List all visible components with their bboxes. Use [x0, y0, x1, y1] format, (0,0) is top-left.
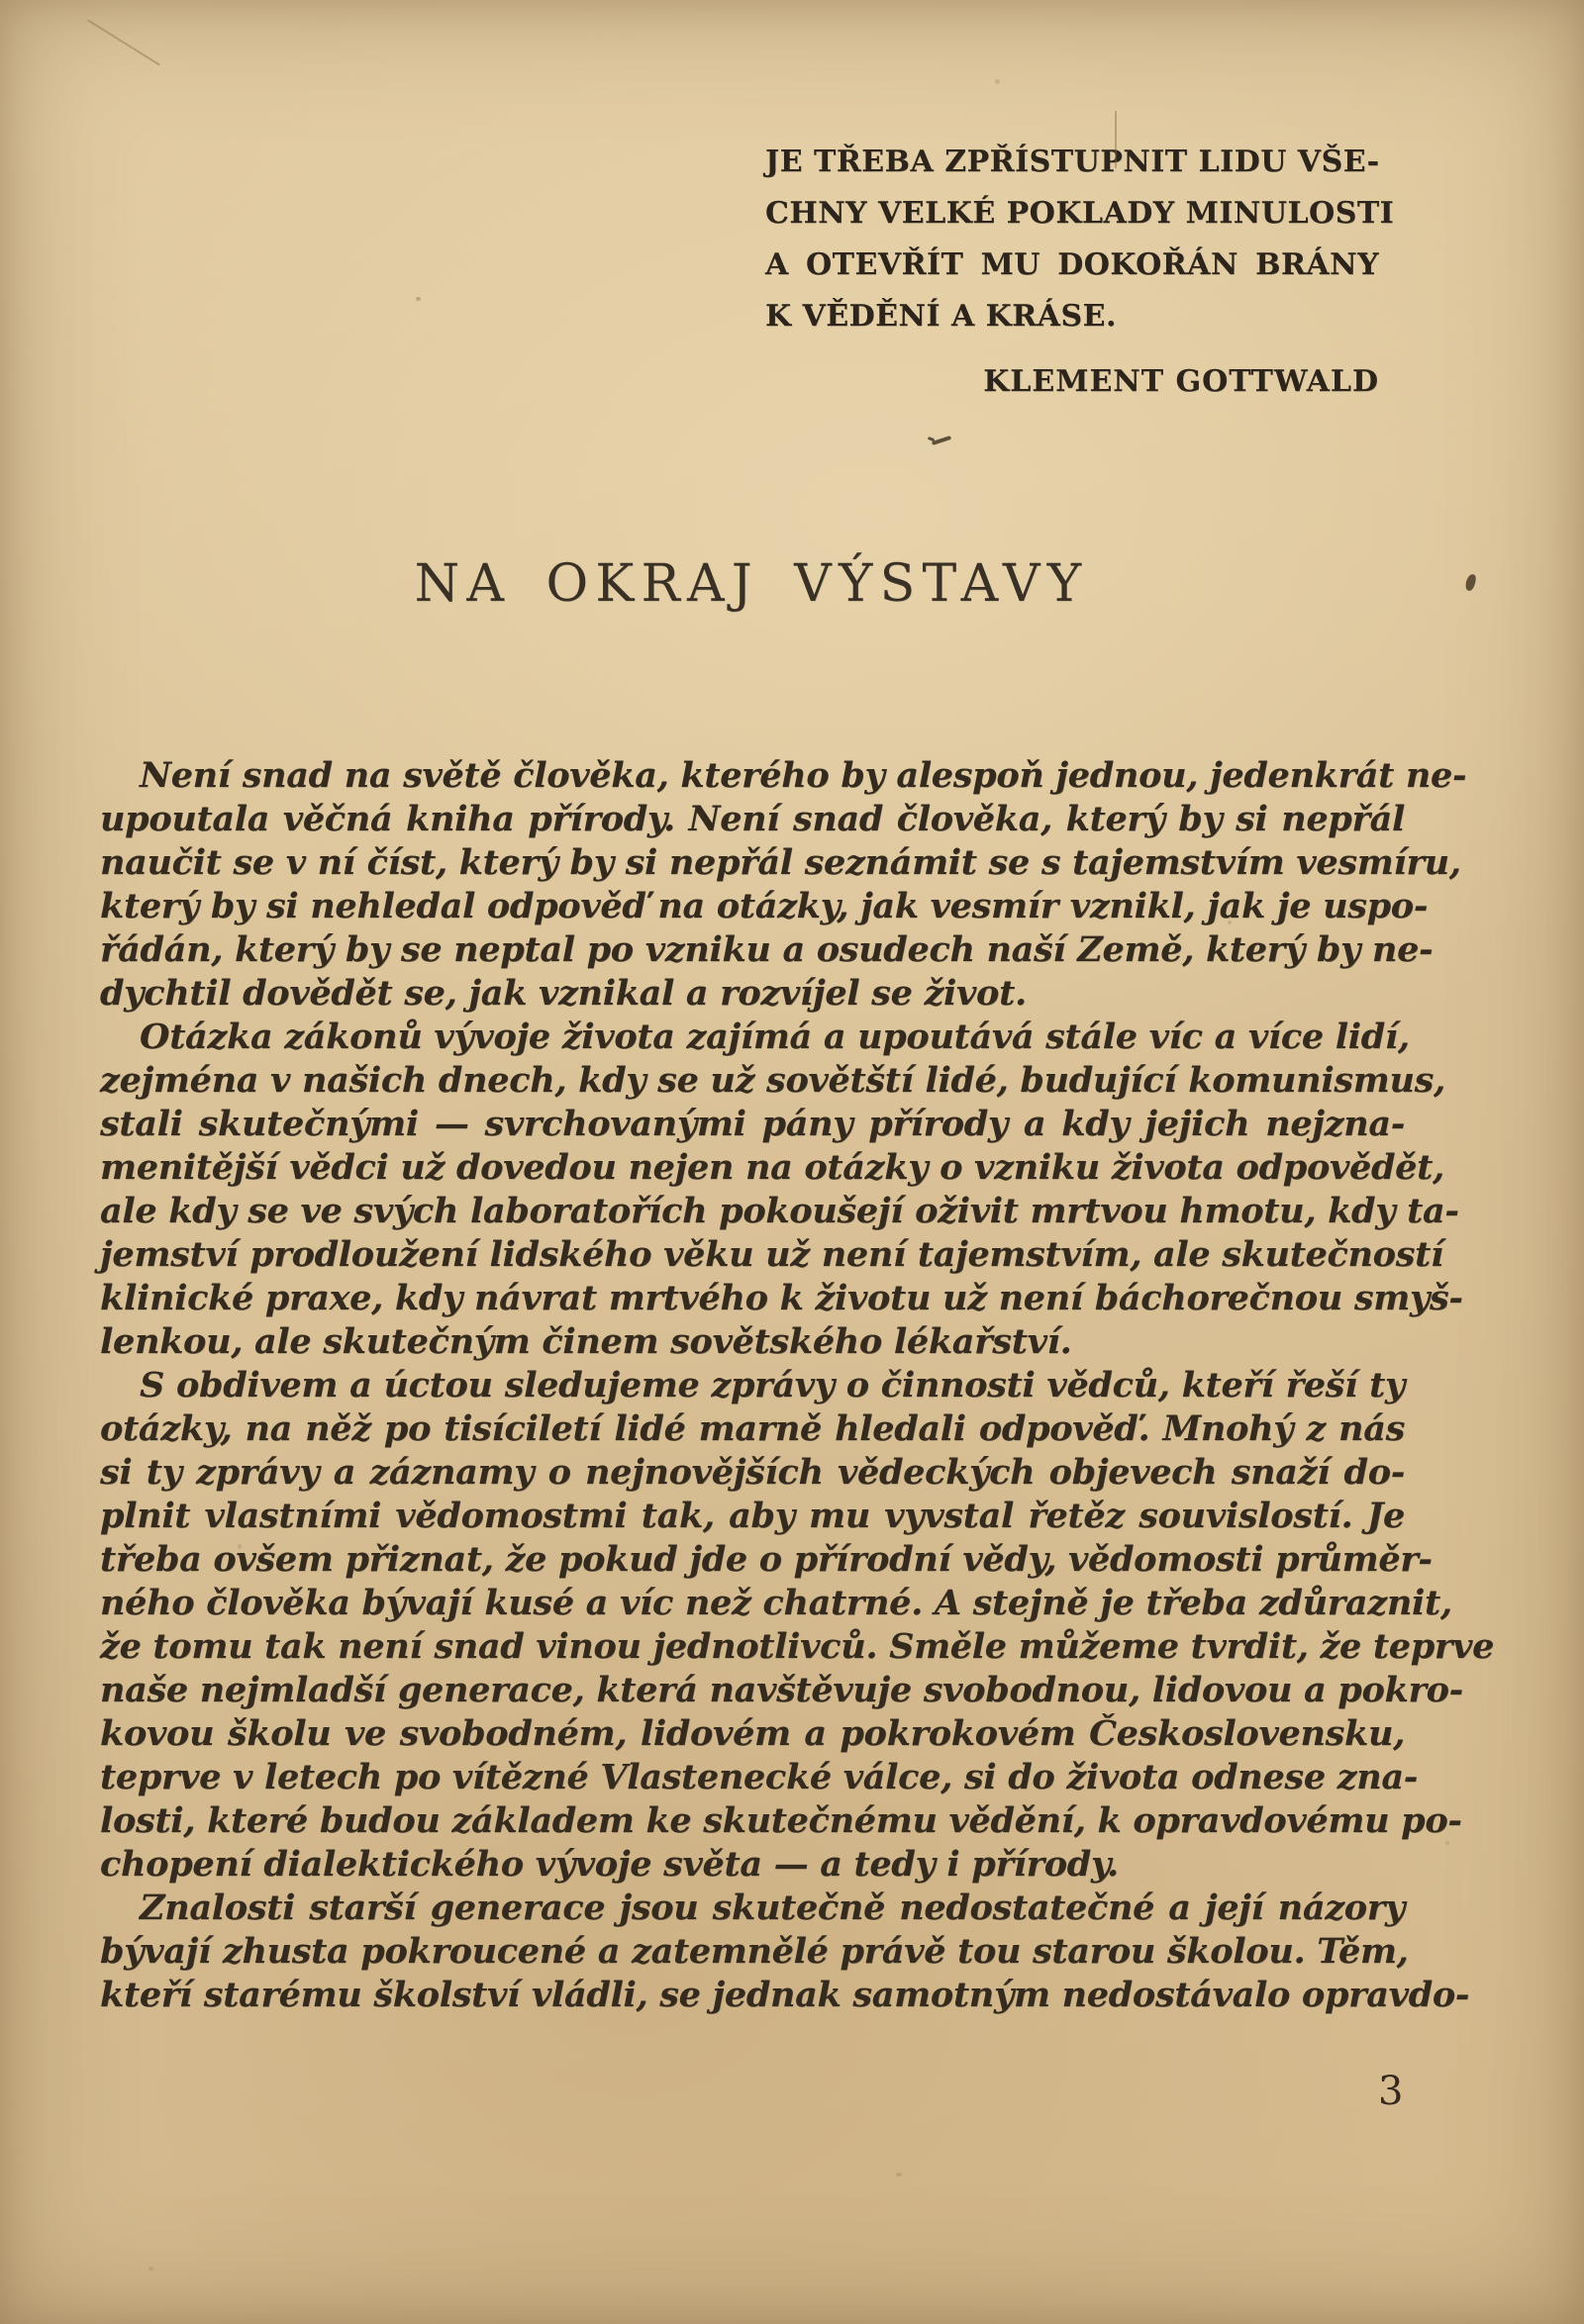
body-text-line: otázky, na něž po tisíciletí lidé marně hledali odpověď. Mnohý z nás — [100, 1408, 1405, 1449]
body-text-line: ného člověka bývají kusé a víc než chatrné. A stejně je třeba zdůraznit, — [100, 1583, 1452, 1623]
body-text-line: si ty zprávy a záznamy o nejnovějších vědeckých objevech snaží do- — [100, 1452, 1405, 1493]
body-text-line: losti, které budou základem ke skutečnému vědění, k opravdovému po- — [100, 1800, 1462, 1841]
body-text-line: řádán, který by se neptal po vzniku a osudech naší Země, který by ne- — [100, 929, 1434, 970]
body-text-line: který by si nehledal odpověď na otázky, jak vesmír vznikl, jak je uspo- — [100, 886, 1429, 926]
pencil-check-mark — [932, 436, 951, 445]
epigraph-attribution: KLEMENT GOTTWALD — [983, 364, 1379, 399]
ink-fleck-mark — [1464, 573, 1477, 592]
body-text-line: plnit vlastními vědomostmi tak, aby mu vyvstal řetěz souvislostí. Je — [100, 1496, 1405, 1536]
epigraph-line: A OTEVŘÍT MU DOKOŘÁN BRÁNY — [765, 247, 1379, 282]
page-title: NA OKRAJ VÝSTAVY — [414, 554, 1089, 614]
body-text-line: jemství prodloužení lidského věku už není tajemstvím, ale skutečností — [100, 1234, 1443, 1275]
body-text-line: třeba ovšem přiznat, že pokud jde o přírodní vědy, vědomosti průměr- — [100, 1539, 1433, 1580]
paragraph — [100, 1016, 1463, 1364]
body-text-line: bývají zhusta pokroucené a zatemnělé právě tou starou školou. Těm, — [100, 1931, 1409, 1972]
body-text-line: lenkou, ale skutečným činem sovětského lékařství. — [100, 1321, 1072, 1362]
epigraph-quote — [765, 137, 1395, 342]
body-text-line: klinické praxe, kdy návrat mrtvého k životu už není báchorečnou smyš- — [100, 1278, 1463, 1318]
paper-speck — [1445, 1841, 1449, 1845]
body-text-line: dychtil dovědět se, jak vznikal a rozvíjel se život. — [100, 973, 1027, 1014]
epigraph-line: JE TŘEBA ZPŘÍSTUPNIT LIDU VŠE- — [765, 145, 1380, 179]
body-text-line: stali skutečnými — svrchovanými pány přírody a kdy jejich nejzna- — [100, 1104, 1405, 1144]
body-text-line: ale kdy se ve svých laboratořích pokoušejí oživit mrtvou hmotu, kdy ta- — [100, 1191, 1459, 1231]
body-text-line: kteří starému školství vládli, se jednak samotným nedostávalo opravdo- — [100, 1975, 1470, 2015]
paragraph — [100, 1364, 1495, 1887]
body-text-line: Znalosti starší generace jsou skutečně nedostatečné a její názory — [140, 1888, 1405, 1928]
body-text-line: Není snad na světě člověka, kterého by alespoň jednou, jedenkrát ne- — [140, 755, 1467, 796]
epigraph-line: CHNY VELKÉ POKLADY MINULOSTI — [765, 196, 1395, 231]
page-number: 3 — [1378, 2069, 1404, 2114]
paper-speck — [995, 79, 1000, 84]
body-text-line: zejména v našich dnech, kdy se už sovětští lidé, budující komunismus, — [100, 1060, 1445, 1101]
paper-scratch — [87, 19, 160, 65]
paragraph — [100, 754, 1467, 1016]
body-text-line: naučit se v ní číst, který by si nepřál seznámit se s tajemstvím vesmíru, — [100, 842, 1461, 883]
epigraph-line: K VĚDĚNÍ A KRÁSE. — [765, 299, 1117, 334]
paper-speck — [148, 2267, 153, 2271]
body-text — [100, 754, 1495, 2017]
body-text-line: že tomu tak není snad vinou jednotlivců. Směle můžeme tvrdit, že teprve — [100, 1626, 1495, 1667]
body-text-line: naše nejmladší generace, která navštěvuje svobodnou, lidovou a pokro- — [100, 1670, 1463, 1710]
body-text-line: upoutala věčná kniha přírody. Není snad člověka, který by si nepřál — [100, 799, 1405, 839]
body-text-line: teprve v letech po vítězné Vlastenecké válce, si do života odnese zna- — [100, 1757, 1418, 1797]
paper-speck — [896, 2173, 902, 2177]
body-text-line: chopení dialektického vývoje světa — a tedy i přírody. — [100, 1844, 1119, 1885]
body-text-line: S obdivem a úctou sledujeme zprávy o činnosti vědců, kteří řeší ty — [140, 1365, 1405, 1405]
body-text-line: menitější vědci už dovedou nejen na otázky o vzniku života odpovědět, — [100, 1147, 1444, 1188]
paragraph — [100, 1887, 1470, 2017]
paper-speck — [416, 297, 421, 301]
body-text-line: kovou školu ve svobodném, lidovém a pokrokovém Československu, — [100, 1713, 1405, 1754]
body-text-line: Otázka zákonů vývoje života zajímá a upoutává stále víc a více lidí, — [140, 1017, 1410, 1057]
